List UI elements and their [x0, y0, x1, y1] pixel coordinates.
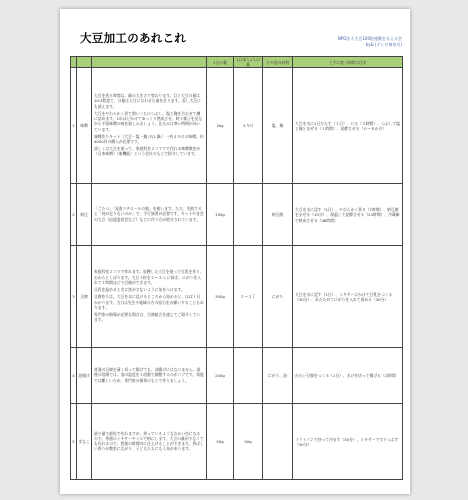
- item-name: 豆腐: [77, 246, 92, 348]
- description-paragraph: 大豆を煮る時間は、緑の大きさで変わります。目と大豆の量は10:3程度で、分量は大豆に合わせた量を計ります。蒸し大豆にも使えます。: [94, 93, 201, 109]
- item-name: 油揚げ: [77, 348, 92, 404]
- yield-amount: 50g: [234, 404, 263, 480]
- row-number: 3: [71, 246, 77, 348]
- yield-amount: [234, 184, 263, 246]
- item-description: [92, 348, 207, 404]
- header-cell: その他の材料: [263, 57, 293, 68]
- description-paragraph: 最少量で最短で作れますが、煎っているようなわかい色になるので、普通のミキサーやミルで粉にします。大豆の量が少なくても作れるので、授業の時間内に仕上げることができます。香ばしい香りが教室に広がり、子どもたちにも人気があります。: [94, 430, 204, 452]
- header-cell: 1日の量: [207, 57, 234, 68]
- organization-name: NPO法人大豆100粒運動を支える会: [337, 36, 402, 41]
- description-paragraph: 詳しくは大豆を使って、家庭科室２コマでで作れる味噌教室が（日本味噌）（秦機能）という会社のもとで紹介しています。: [94, 146, 201, 157]
- table-row: [71, 246, 403, 348]
- row-number: 1: [71, 68, 77, 184]
- header-cell: 上手に使う時間の目安: [293, 57, 403, 68]
- header-cell: 1日本人1人の量: [234, 57, 263, 68]
- description-paragraph: 専門家の指導が必要な場合は、豆腐組合を通じてご紹介しています。: [94, 311, 201, 323]
- other-ingredients: 納豆菌: [263, 184, 293, 246]
- processing-table: [70, 56, 403, 480]
- other-ingredients: [263, 404, 293, 480]
- item-description: [92, 184, 207, 246]
- row-number: 2: [71, 184, 77, 246]
- other-ingredients: 塩、麹: [263, 68, 293, 184]
- organization-sub: by& (テレビ神奈川): [365, 42, 402, 47]
- description-paragraph: 豆乳を温めるときに焦がさないように気をつけます。: [94, 287, 185, 293]
- soy-quantity: 200g: [207, 348, 234, 404]
- document-page: [60, 9, 410, 494]
- item-name: 納豆: [77, 184, 92, 246]
- header-cell: [92, 57, 207, 68]
- time-estimate: 大豆を水に1日ひたす（１日）、にる（５時間）、つぶして塩と麹とまぜる（１時間）、発酵させる（６～８か月）: [293, 68, 403, 184]
- table-row: [71, 404, 403, 480]
- item-name: 味噌: [77, 68, 92, 184]
- time-estimate: フライパンで炒って冷ます（30分）、ミキサーですりつぶす（30分）: [293, 404, 403, 480]
- soy-quantity: 300g: [207, 246, 234, 348]
- description-paragraph: 家庭科室２コマで作れます。収穫した大豆を使って豆乳を作り、おからとしぼります。大豆１粒を２～３つ に砕き、にがりを入れて１時間ほどで豆腐ができます。: [94, 269, 204, 285]
- yield-amount: [234, 348, 263, 404]
- description-paragraph: 味噌作りキット（大豆・塩・麹 /7/1 鍋 ）一約４キロの味噌。約4000円の購入が必要です。: [94, 133, 204, 144]
- other-ingredients: にがり、油: [263, 348, 293, 404]
- table-row: [71, 68, 403, 184]
- row-number: 4: [71, 348, 77, 404]
- table-row: [71, 348, 403, 404]
- description-paragraph: 大豆をやわらかく煮て熱いうちにつぶし、塩と麹を合わせて樽に詰めます。1年ほどかけてゆっくり熟成させ、時々様子を見ながら手前味噌の味を楽しみましょう。仕込みは寒い時期が向いています。: [94, 110, 203, 132]
- description-paragraph: 「ごたつ」「発泡スチロールの箱」を使います。ただ、失敗すると「何が足りないのか」で、予行演習が必要です。キットや各会の大豆（応援委員会など）などに作り方が紹介されています。: [94, 206, 204, 222]
- yield-amount: ２～３丁: [234, 246, 263, 348]
- table-header-row: [71, 57, 403, 68]
- table-row: [71, 184, 403, 246]
- yield-amount: ４キロ: [234, 68, 263, 184]
- description-paragraph: 豆腐作りは、大豆を水に浸けるところから始めると、ほぼ１日かかります。当日は先生や地域の方の協力をお願いすることもあります。: [94, 294, 204, 310]
- soy-quantity: 2kg: [207, 68, 234, 184]
- time-estimate: 大豆を水に浸す（1日）、やわらかく煮る（7時間）、納豆菌をまぜる（10分）、保温して発酵させる（24時間）、冷蔵庫で熟成させる（48時間）: [293, 184, 403, 246]
- description-paragraph: 普通の豆腐を薄く切って揚げても、油揚げにはなりません。最後の段階では、油の温度を２段階で調整するのがコツです。家庭では難しいため、専門家の指導のもとで作りましょう。: [94, 367, 204, 383]
- soy-quantity: 50g: [207, 404, 234, 480]
- page-title: 大豆加工のあれこれ: [80, 31, 187, 45]
- time-estimate: 大豆を水に浸す（1日）、ミキサーにかけて豆乳をつくる（30分）、あたためてにがりを入れて固める（30分）: [293, 246, 403, 348]
- time-estimate: かたい豆腐をつくる（1日）、水けを切って揚げる（1時間）: [293, 348, 403, 404]
- other-ingredients: にがり: [263, 246, 293, 348]
- item-description: [92, 404, 207, 480]
- soy-quantity: 100g: [207, 184, 234, 246]
- item-description: [92, 246, 207, 348]
- header-cell: [77, 57, 92, 68]
- organization-info: [338, 36, 402, 48]
- item-name: きなこ: [77, 404, 92, 480]
- item-description: [92, 68, 207, 184]
- row-number: 5: [71, 404, 77, 480]
